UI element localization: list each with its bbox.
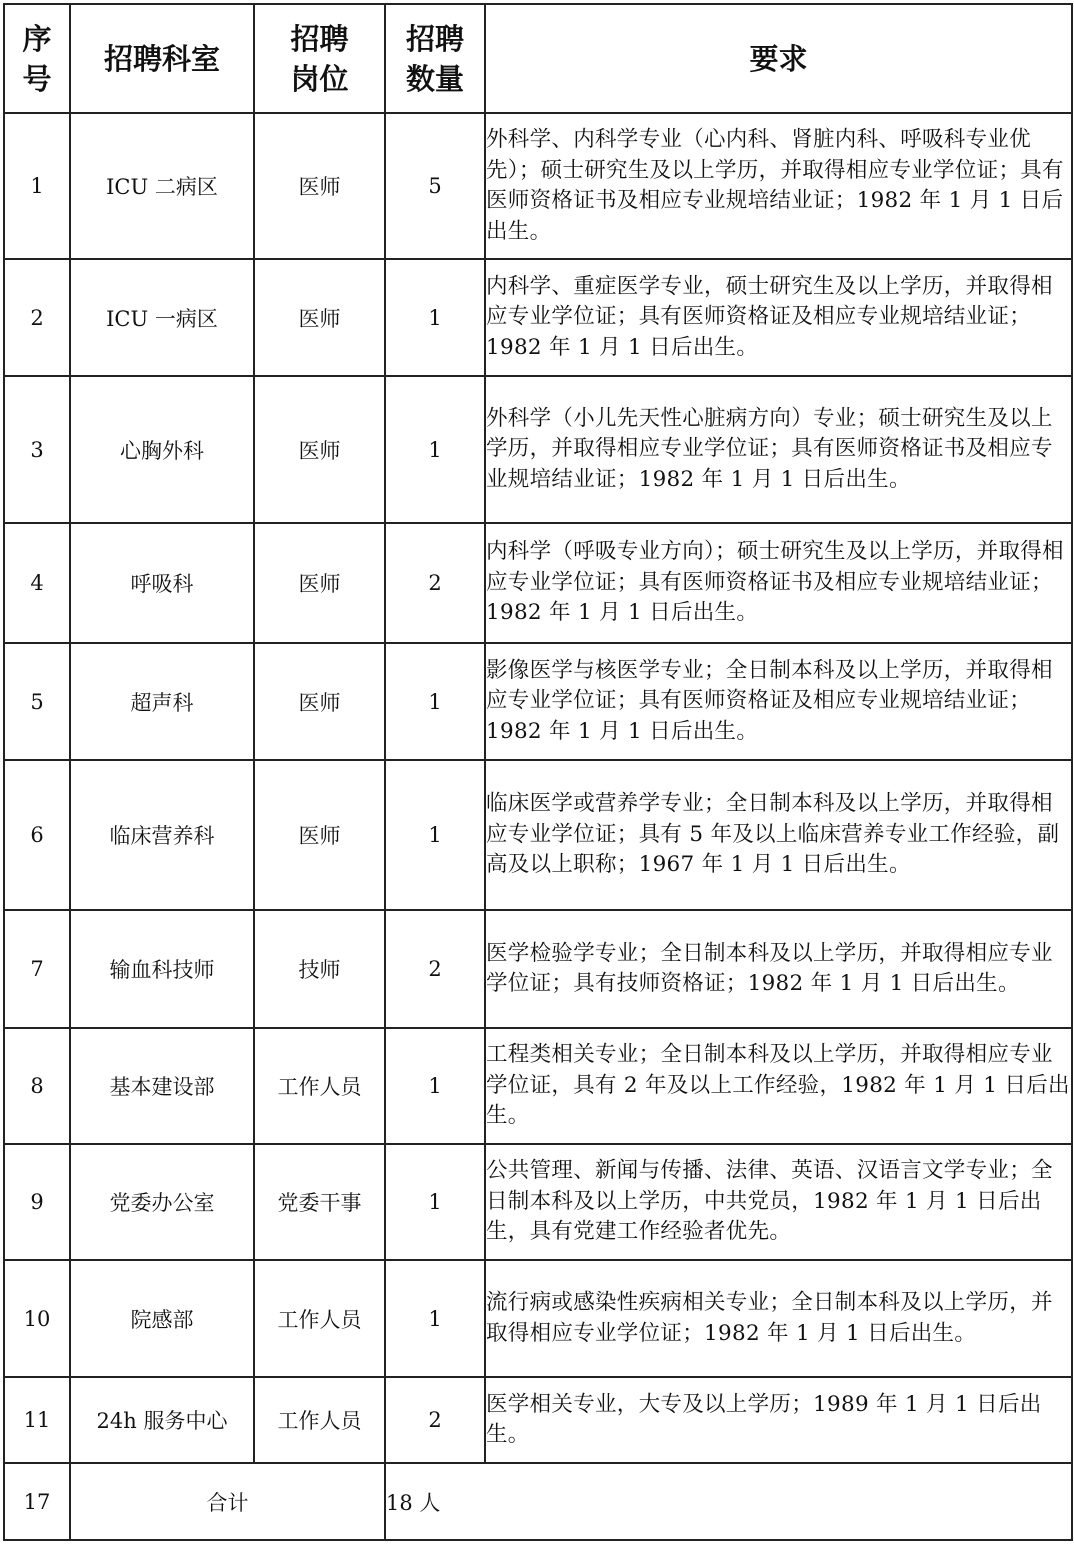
total-label: 合计 (70, 1463, 385, 1540)
table-row (4, 376, 1072, 523)
cell-post: 医师 (254, 259, 385, 376)
cell-dept: 党委办公室 (70, 1144, 254, 1260)
cell-req: 医学检验学专业；全日制本科及以上学历，并取得相应专业学位证；具有技师资格证；1982 年 1 月 1 日后出生。 (485, 910, 1072, 1028)
cell-req: 内科学（呼吸专业方向）；硕士研究生及以上学历，并取得相应专业学位证；具有医师资格证书及相应专业规培结业证；1982 年 1 月 1 日后出生。 (485, 523, 1072, 643)
cell-post: 医师 (254, 113, 385, 259)
cell-req: 临床医学或营养学专业；全日制本科及以上学历，并取得相应专业学位证；具有 5 年及以上临床营养专业工作经验，副高及以上职称；1967 年 1 月 1 日后出生。 (485, 760, 1072, 910)
cell-post: 技师 (254, 910, 385, 1028)
cell-post: 医师 (254, 523, 385, 643)
recruitment-table (3, 3, 1073, 1541)
total-count: 18 人 (385, 1463, 1072, 1540)
cell-count: 1 (385, 1144, 485, 1260)
cell-dept: 输血科技师 (70, 910, 254, 1028)
table-row (4, 523, 1072, 643)
cell-seq: 7 (4, 910, 70, 1028)
cell-seq: 6 (4, 760, 70, 910)
cell-seq: 4 (4, 523, 70, 643)
cell-seq: 8 (4, 1028, 70, 1144)
cell-count: 2 (385, 523, 485, 643)
cell-dept: ICU 一病区 (70, 259, 254, 376)
cell-req: 公共管理、新闻与传播、法律、英语、汉语言文学专业；全日制本科及以上学历，中共党员，1982 年 1 月 1 日后出生，具有党建工作经验者优先。 (485, 1144, 1072, 1260)
table-row (4, 259, 1072, 376)
cell-seq: 2 (4, 259, 70, 376)
cell-count: 1 (385, 1260, 485, 1377)
table-row (4, 643, 1072, 760)
cell-dept: 院感部 (70, 1260, 254, 1377)
cell-seq: 5 (4, 643, 70, 760)
table-row (4, 113, 1072, 259)
cell-dept: 心胸外科 (70, 376, 254, 523)
cell-dept: 24h 服务中心 (70, 1377, 254, 1463)
header-dept: 招聘科室 (70, 4, 254, 113)
total-row (4, 1463, 1072, 1540)
table-row (4, 760, 1072, 910)
cell-post: 工作人员 (254, 1028, 385, 1144)
total-seq: 17 (4, 1463, 70, 1540)
cell-dept: 临床营养科 (70, 760, 254, 910)
cell-post: 工作人员 (254, 1260, 385, 1377)
cell-count: 1 (385, 259, 485, 376)
cell-seq: 1 (4, 113, 70, 259)
cell-count: 2 (385, 910, 485, 1028)
cell-req: 影像医学与核医学专业；全日制本科及以上学历，并取得相应专业学位证；具有医师资格证及相应专业规培结业证；1982 年 1 月 1 日后出生。 (485, 643, 1072, 760)
cell-req: 内科学、重症医学专业，硕士研究生及以上学历，并取得相应专业学位证；具有医师资格证及相应专业规培结业证；1982 年 1 月 1 日后出生。 (485, 259, 1072, 376)
table-row (4, 1260, 1072, 1377)
cell-post: 医师 (254, 760, 385, 910)
cell-count: 1 (385, 760, 485, 910)
cell-req: 外科学、内科学专业（心内科、肾脏内科、呼吸科专业优先）；硕士研究生及以上学历，并取得相应专业学位证；具有医师资格证书及相应专业规培结业证；1982 年 1 月 1 日后出生。 (485, 113, 1072, 259)
cell-req: 医学相关专业，大专及以上学历；1989 年 1 月 1 日后出生。 (485, 1377, 1072, 1463)
header-req: 要求 (485, 4, 1072, 113)
cell-count: 5 (385, 113, 485, 259)
cell-count: 1 (385, 643, 485, 760)
header-post: 招聘岗位 (254, 4, 385, 113)
cell-dept: 基本建设部 (70, 1028, 254, 1144)
cell-post: 医师 (254, 643, 385, 760)
table-row (4, 1377, 1072, 1463)
table-row (4, 910, 1072, 1028)
cell-req: 流行病或感染性疾病相关专业；全日制本科及以上学历，并取得相应专业学位证；1982 年 1 月 1 日后出生。 (485, 1260, 1072, 1377)
cell-dept: ICU 二病区 (70, 113, 254, 259)
cell-seq: 10 (4, 1260, 70, 1377)
table-row (4, 1144, 1072, 1260)
table-row (4, 1028, 1072, 1144)
cell-count: 2 (385, 1377, 485, 1463)
cell-post: 医师 (254, 376, 385, 523)
cell-count: 1 (385, 1028, 485, 1144)
cell-seq: 11 (4, 1377, 70, 1463)
cell-req: 外科学（小儿先天性心脏病方向）专业；硕士研究生及以上学历，并取得相应专业学位证；具有医师资格证书及相应专业规培结业证；1982 年 1 月 1 日后出生。 (485, 376, 1072, 523)
cell-post: 党委干事 (254, 1144, 385, 1260)
cell-dept: 呼吸科 (70, 523, 254, 643)
cell-count: 1 (385, 376, 485, 523)
header-row (4, 4, 1072, 113)
cell-post: 工作人员 (254, 1377, 385, 1463)
header-seq: 序号 (4, 4, 70, 113)
cell-seq: 9 (4, 1144, 70, 1260)
header-count: 招聘数量 (385, 4, 485, 113)
cell-dept: 超声科 (70, 643, 254, 760)
cell-seq: 3 (4, 376, 70, 523)
cell-req: 工程类相关专业；全日制本科及以上学历，并取得相应专业学位证，具有 2 年及以上工作经验，1982 年 1 月 1 日后出生。 (485, 1028, 1072, 1144)
